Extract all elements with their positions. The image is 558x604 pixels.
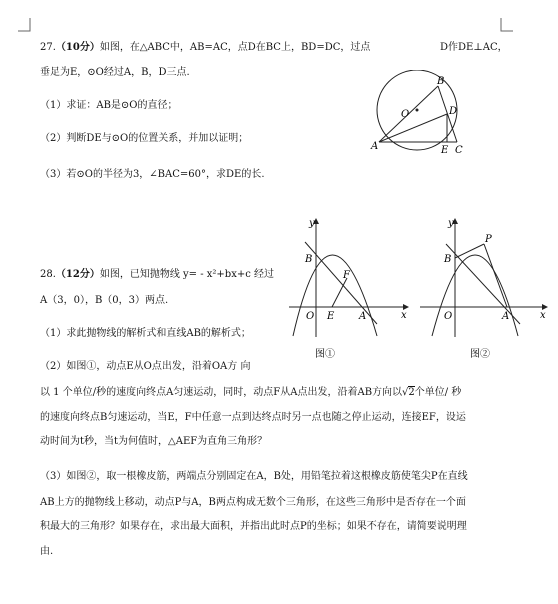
q28-part2-line3: 的速度向终点B匀速运动，当E，F中任意一点到达终点时另一点也随之停止运动，连接EF，设运 <box>40 412 466 423</box>
label-a: A <box>359 311 367 322</box>
q28-part2-line2-tail: 个单位/ 秒 <box>414 387 462 398</box>
label-x: x <box>540 310 546 321</box>
q27-line2: 垂足为E，⊙O经过A，B，D三点. <box>40 67 190 78</box>
label-p: P <box>485 234 492 245</box>
sqrt-value: 2 <box>408 387 415 398</box>
label-f: F <box>343 270 350 281</box>
q27-circle-figure <box>365 70 475 160</box>
label-e: E <box>327 311 335 322</box>
q28-number: 28. <box>40 269 56 280</box>
q27-score: （10分） <box>55 42 100 53</box>
label-c: C <box>455 145 463 156</box>
q28-part3-line1: （3）如图②，取一根橡皮筋，两端点分别固定在A，B处，用铅笔拉着这根橡皮筋使笔尖P在直线 <box>40 471 468 482</box>
label-b: B <box>437 76 445 87</box>
q27-line1 <box>40 41 370 55</box>
label-d: D <box>449 106 458 117</box>
q27-part3: （3）若⊙O的半径为3，∠BAC=60°，求DE的长. <box>40 169 265 180</box>
label-o: O <box>401 109 410 120</box>
corner-mark-top-right <box>500 18 514 32</box>
q28-part2-line2-text: 以 1 个单位/秒的速度向终点A匀速运动，同时，动点F从A点出发，沿着AB方向以 <box>40 387 403 398</box>
q27-stem-right: D作DE⊥AC， <box>440 42 508 53</box>
center-dot <box>416 109 419 112</box>
parabola-curve <box>432 255 518 336</box>
q27-part1: （1）求证：AB是⊙O的直径； <box>40 100 178 111</box>
label-a: A <box>371 141 379 152</box>
label-b: B <box>305 254 313 265</box>
q28-part3-line4: 由. <box>40 546 54 557</box>
segment-ef <box>332 278 347 307</box>
q28-part2-line1: （2）如图①，动点E从O点出发，沿着OA方 向 <box>40 361 251 372</box>
parabola-curve <box>293 255 377 336</box>
sqrt-sign: √ <box>402 387 409 398</box>
label-a: A <box>502 311 510 322</box>
corner-mark-top-left <box>18 18 32 32</box>
q28-stem: 如图，已知抛物线 y= - x²+bx+c 经过 <box>99 269 274 280</box>
q27-part2: （2）判断DE与⊙O的位置关系，并加以证明； <box>40 133 249 144</box>
caption-fig1: 图① <box>315 349 335 360</box>
q28-part1: （1）求此抛物线的解析式和直线AB的解析式； <box>40 328 251 339</box>
q27-stem: 如图，在△ABC中，AB=AC，点D在BC上，BD=DC，过点 <box>99 42 371 53</box>
label-e: E <box>441 145 449 156</box>
caption-fig2: 图② <box>470 349 490 360</box>
label-y: y <box>309 218 315 229</box>
q28-part3-line2: AB上方的抛物线上移动，动点P与A，B两点构成无数个三角形，在这些三角形中是否存在一个面 <box>40 497 466 508</box>
q28-score: （12分） <box>55 269 100 280</box>
q27-number: 27. <box>40 42 56 53</box>
label-o: O <box>306 311 315 322</box>
q28-part2-line2 <box>40 386 461 400</box>
line-ad <box>379 114 447 142</box>
label-y: y <box>448 218 454 229</box>
q28-line1 <box>40 268 274 282</box>
label-o: O <box>444 311 453 322</box>
q28-figure-1 <box>285 214 415 364</box>
label-b: B <box>444 254 452 265</box>
q28-figure-2 <box>418 214 553 364</box>
q28-part2-line4: 动时间为t秒，当t为何值时，△AEF为直角三角形？ <box>40 436 268 447</box>
q28-part3-line3: 积最大的三角形？如果存在，求出最大面积，并指出此时点P的坐标；如果不存在，请简要说明理 <box>40 521 467 532</box>
q28-line2: A（3，0），B（0，3）两点. <box>40 295 169 306</box>
label-x: x <box>401 310 407 321</box>
